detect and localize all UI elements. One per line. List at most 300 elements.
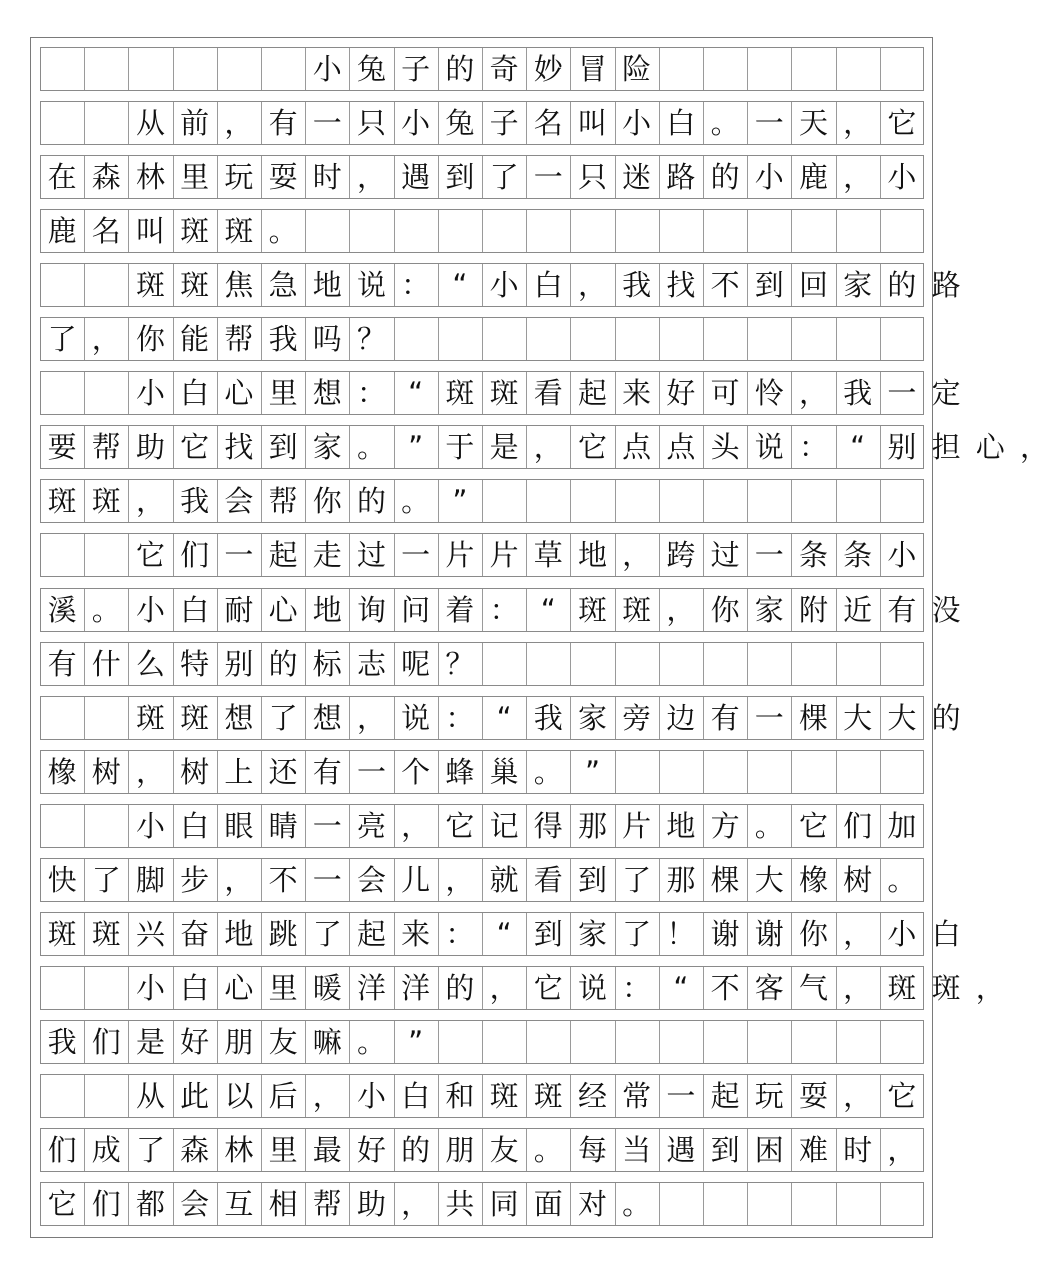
grid-character: 快: [47, 862, 77, 897]
grid-character: 走: [312, 538, 342, 573]
grid-cell: [616, 210, 660, 252]
grid-character: 暖: [312, 970, 342, 1005]
grid-character: ，: [577, 268, 607, 303]
grid-character: 跨: [666, 538, 696, 573]
grid-character: 说: [356, 268, 386, 303]
grid-cell: [85, 48, 129, 90]
grid-character: 来: [401, 916, 431, 951]
grid-character: 叫: [577, 106, 607, 141]
grid-character: ：: [401, 268, 431, 303]
grid-cell: [748, 48, 792, 90]
grid-character: 树: [843, 862, 873, 897]
grid-character: 们: [180, 538, 210, 573]
grid-character: 溪: [47, 592, 77, 627]
grid-character: 只: [577, 160, 607, 195]
grid-cell: [527, 643, 571, 685]
grid-cell: [660, 1021, 704, 1063]
grid-cell: [704, 1021, 748, 1063]
grid-character: ，: [356, 700, 386, 735]
grid-character: 片: [445, 538, 475, 573]
grid-character: 树: [180, 754, 210, 789]
grid-character: ，: [224, 106, 254, 141]
grid-cell: [527, 480, 571, 522]
grid-cell: [41, 48, 85, 90]
grid-cell: [616, 1021, 660, 1063]
grid-character: 森: [91, 160, 121, 195]
grid-character: 一: [754, 106, 784, 141]
grid-cell: [571, 210, 615, 252]
grid-character: 常: [622, 1078, 652, 1113]
grid-character: 路: [666, 160, 696, 195]
grid-character: 小: [135, 592, 165, 627]
grid-cell: [837, 1021, 881, 1063]
grid-character: 妙: [533, 52, 563, 86]
grid-character: 点: [666, 430, 696, 465]
grid-cell: [748, 751, 792, 793]
grid-character: 困: [754, 1133, 784, 1167]
grid-character: 过: [356, 538, 386, 573]
grid-character: 它: [135, 538, 165, 573]
grid-character: 兔: [356, 52, 386, 86]
grid-cell: [439, 1021, 483, 1063]
grid-character: 迷: [622, 160, 652, 195]
grid-character: 在: [47, 160, 77, 195]
grid-character: 斑: [180, 268, 210, 303]
grid-character: 斑: [887, 970, 917, 1005]
grid-cell: [748, 480, 792, 522]
grid-character: 里: [180, 160, 210, 195]
grid-character: 可: [710, 376, 740, 411]
grid-character: ？: [445, 646, 475, 681]
grid-character: 亮: [356, 808, 386, 843]
grid-cell: [41, 264, 85, 306]
grid-character: 。: [356, 1024, 386, 1059]
grid-character: ，: [401, 808, 431, 843]
grid-character: 它: [798, 808, 828, 843]
grid-character: 呢: [401, 646, 431, 681]
grid-cell: [837, 643, 881, 685]
grid-character: ：: [622, 970, 652, 1005]
grid-cell: [439, 318, 483, 360]
grid-character: ，: [135, 754, 165, 789]
grid-character: 有: [268, 106, 298, 141]
grid-character: 志: [356, 646, 386, 681]
grid-character: 到: [754, 268, 784, 303]
grid-cell: [571, 1021, 615, 1063]
grid-character: 想: [312, 376, 342, 411]
grid-character: 你: [710, 592, 740, 627]
grid-character: 焦: [224, 268, 254, 303]
grid-character: 怜: [754, 376, 784, 411]
grid-character: ，: [975, 970, 1005, 1005]
grid-cell: [792, 318, 836, 360]
grid-character: 么: [135, 646, 165, 681]
grid-character: 里: [268, 970, 298, 1005]
grid-character: 白: [931, 916, 961, 951]
grid-character: 谢: [754, 916, 784, 951]
grid-character: 助: [356, 1187, 386, 1222]
grid-character: ，: [887, 1133, 917, 1167]
grid-character: ，: [312, 1078, 342, 1113]
grid-character: 时: [312, 160, 342, 195]
grid-character: 了: [622, 916, 652, 951]
grid-character: 定: [931, 376, 961, 411]
grid-character: 那: [577, 808, 607, 843]
grid-character: 说: [401, 700, 431, 735]
grid-character: 一: [533, 160, 563, 195]
grid-character: ，: [622, 538, 652, 573]
grid-cell: [85, 372, 129, 414]
grid-cell: [792, 1183, 836, 1225]
grid-character: 于: [445, 430, 475, 465]
grid-cell: [41, 805, 85, 847]
grid-character: 是: [489, 430, 519, 465]
grid-character: 一: [312, 106, 342, 141]
grid-character: ，: [666, 592, 696, 627]
grid-character: 耍: [798, 1078, 828, 1113]
grid-character: 斑: [577, 592, 607, 627]
grid-character: 。: [622, 1187, 652, 1222]
grid-character: 我: [180, 484, 210, 519]
grid-character: 它: [533, 970, 563, 1005]
grid-cell: [660, 643, 704, 685]
grid-character: 以: [224, 1078, 254, 1113]
grid-character: 。: [533, 754, 563, 789]
grid-character: 想: [312, 700, 342, 735]
grid-cell: [704, 480, 748, 522]
grid-cell: [837, 210, 881, 252]
grid-character: 跳: [268, 916, 298, 951]
grid-character: 的: [268, 646, 298, 681]
grid-character: 当: [622, 1133, 652, 1167]
grid-character: 和: [445, 1078, 475, 1113]
grid-character: 玩: [224, 160, 254, 195]
grid-cell: [85, 264, 129, 306]
grid-character: 起: [268, 538, 298, 573]
grid-character: 一: [754, 700, 784, 735]
grid-character: 睛: [268, 808, 298, 843]
grid-cell: [792, 210, 836, 252]
grid-character: “: [452, 268, 468, 303]
grid-character: 互: [224, 1187, 254, 1222]
grid-character: 到: [710, 1133, 740, 1167]
grid-character: 上: [224, 754, 254, 789]
grid-character: 起: [710, 1078, 740, 1113]
grid-character: 边: [666, 700, 696, 735]
grid-character: 一: [224, 538, 254, 573]
grid-character: 客: [754, 970, 784, 1005]
grid-character: 后: [268, 1078, 298, 1113]
grid-character: ，: [489, 970, 519, 1005]
grid-cell: [792, 1021, 836, 1063]
grid-character: 我: [533, 700, 563, 735]
grid-character: 对: [577, 1187, 607, 1222]
grid-cell: [483, 480, 527, 522]
grid-character: 看: [533, 376, 563, 411]
grid-character: 方: [710, 808, 740, 843]
grid-character: 们: [91, 1024, 121, 1059]
grid-character: 一: [666, 1078, 696, 1113]
grid-character: 一: [401, 538, 431, 573]
grid-character: “: [540, 592, 556, 627]
grid-character: 个: [401, 754, 431, 789]
grid-character: 白: [401, 1078, 431, 1113]
grid-character: 斑: [47, 916, 77, 951]
grid-character: 脚: [135, 862, 165, 897]
grid-character: 我: [47, 1024, 77, 1059]
grid-character: 不: [268, 862, 298, 897]
grid-character: 气: [798, 970, 828, 1005]
grid-character: 橡: [47, 754, 77, 789]
grid-character: ：: [798, 430, 828, 465]
grid-character: 帮: [91, 430, 121, 465]
grid-character: 我: [622, 268, 652, 303]
grid-character: 询: [356, 592, 386, 627]
grid-character: 我: [268, 322, 298, 357]
grid-character: 一: [754, 538, 784, 573]
grid-cell: [41, 967, 85, 1009]
grid-character: 的: [401, 1133, 431, 1167]
grid-character: 小: [754, 160, 784, 195]
grid-character: 斑: [47, 484, 77, 519]
grid-character: 小: [489, 268, 519, 303]
grid-cell: [85, 1075, 129, 1117]
grid-character: 时: [843, 1133, 873, 1167]
grid-character: 的: [356, 484, 386, 519]
grid-character: 我: [843, 376, 873, 411]
grid-character: 近: [843, 592, 873, 627]
grid-character: 条: [798, 538, 828, 573]
grid-character: ，: [224, 862, 254, 897]
grid-character: 洋: [401, 970, 431, 1005]
grid-character: 只: [356, 106, 386, 141]
grid-character: 有: [312, 754, 342, 789]
grid-character: 起: [577, 376, 607, 411]
grid-character: 说: [754, 430, 784, 465]
grid-character: “: [496, 700, 512, 735]
grid-character: 帮: [268, 484, 298, 519]
grid-character: 。: [754, 808, 784, 843]
grid-character: 树: [91, 754, 121, 789]
grid-character: 片: [622, 808, 652, 843]
grid-character: 奇: [489, 52, 519, 86]
grid-character: 奋: [180, 916, 210, 951]
grid-character: 的: [445, 52, 475, 86]
grid-character: “: [408, 376, 424, 411]
grid-character: 到: [445, 160, 475, 195]
grid-character: 名: [91, 214, 121, 249]
grid-character: 里: [268, 376, 298, 411]
grid-character: ”: [408, 1024, 424, 1059]
grid-character: 斑: [135, 700, 165, 735]
grid-character: 地: [577, 538, 607, 573]
grid-character: 它: [445, 808, 475, 843]
grid-cell: [837, 48, 881, 90]
grid-character: 斑: [180, 700, 210, 735]
grid-character: ，: [356, 160, 386, 195]
grid-character: 成: [91, 1133, 121, 1167]
grid-character: 会: [356, 862, 386, 897]
grid-character: 从: [135, 106, 165, 141]
grid-character: 过: [710, 538, 740, 573]
grid-character: 助: [135, 430, 165, 465]
grid-character: 心: [268, 592, 298, 627]
grid-character: 耍: [268, 160, 298, 195]
grid-character: 嘛: [312, 1024, 342, 1059]
grid-character: 的: [445, 970, 475, 1005]
grid-character: 记: [489, 808, 519, 843]
grid-character: 子: [489, 106, 519, 141]
grid-cell: [41, 534, 85, 576]
grid-cell: [85, 967, 129, 1009]
grid-character: ”: [584, 754, 600, 789]
grid-character: ”: [452, 484, 468, 519]
grid-character: 得: [533, 808, 563, 843]
grid-character: 家: [843, 268, 873, 303]
grid-character: 同: [489, 1187, 519, 1222]
grid-character: 心: [224, 376, 254, 411]
grid-character: 地: [312, 592, 342, 627]
grid-character: ：: [445, 700, 475, 735]
grid-character: 急: [268, 268, 298, 303]
grid-character: 你: [798, 916, 828, 951]
grid-cell: [660, 480, 704, 522]
grid-character: 看: [533, 862, 563, 897]
grid-character: 起: [356, 916, 386, 951]
grid-character: 你: [135, 322, 165, 357]
grid-character: 。: [887, 862, 917, 897]
grid-cell: [616, 643, 660, 685]
grid-character: 它: [180, 430, 210, 465]
grid-cell: [85, 805, 129, 847]
grid-character: 洋: [356, 970, 386, 1005]
grid-character: 兔: [445, 106, 475, 141]
grid-character: 林: [135, 160, 165, 195]
grid-character: 帮: [224, 322, 254, 357]
grid-character: 了: [622, 862, 652, 897]
grid-character: ，: [445, 862, 475, 897]
grid-character: 好: [180, 1024, 210, 1059]
grid-character: 什: [91, 646, 121, 681]
grid-character: 友: [489, 1133, 519, 1167]
grid-character: 面: [533, 1187, 563, 1222]
grid-character: 。: [533, 1133, 563, 1167]
grid-character: 小: [887, 916, 917, 951]
grid-character: 经: [577, 1078, 607, 1113]
grid-character: 相: [268, 1187, 298, 1222]
grid-character: 白: [180, 808, 210, 843]
grid-character: 小: [356, 1078, 386, 1113]
grid-character: 找: [224, 430, 254, 465]
grid-cell: [704, 1183, 748, 1225]
grid-character: “: [850, 430, 866, 465]
grid-character: 们: [843, 808, 873, 843]
grid-character: 白: [666, 106, 696, 141]
grid-character: 担: [931, 430, 961, 465]
grid-cell: [660, 48, 704, 90]
grid-character: 会: [180, 1187, 210, 1222]
grid-character: 地: [312, 268, 342, 303]
grid-character: 问: [401, 592, 431, 627]
grid-character: 了: [268, 700, 298, 735]
grid-character: 条: [843, 538, 873, 573]
grid-character: 眼: [224, 808, 254, 843]
grid-character: 小: [135, 808, 165, 843]
grid-character: 小: [135, 970, 165, 1005]
grid-character: 大: [754, 862, 784, 897]
grid-cell: [748, 210, 792, 252]
grid-cell: [350, 210, 394, 252]
grid-character: 里: [268, 1133, 298, 1167]
grid-character: 加: [887, 808, 917, 843]
grid-character: 家: [754, 592, 784, 627]
grid-character: 不: [710, 268, 740, 303]
grid-character: 斑: [931, 970, 961, 1005]
grid-character: 斑: [489, 1078, 519, 1113]
grid-character: 着: [445, 592, 475, 627]
grid-character: 心: [224, 970, 254, 1005]
grid-character: 别: [224, 646, 254, 681]
grid-character: 地: [666, 808, 696, 843]
grid-character: 都: [135, 1187, 165, 1222]
grid-character: 片: [489, 538, 519, 573]
grid-character: 朋: [445, 1133, 475, 1167]
grid-character: ？: [356, 322, 386, 357]
grid-character: 了: [489, 160, 519, 195]
grid-character: 回: [798, 268, 828, 303]
grid-character: 地: [224, 916, 254, 951]
grid-character: 家: [577, 916, 607, 951]
grid-character: 它: [887, 106, 917, 141]
grid-character: 林: [224, 1133, 254, 1167]
grid-character: 想: [224, 700, 254, 735]
grid-character: 小: [622, 106, 652, 141]
grid-character: 斑: [445, 376, 475, 411]
grid-character: 的: [931, 700, 961, 735]
grid-character: 斑: [533, 1078, 563, 1113]
grid-cell: [616, 318, 660, 360]
grid-character: 它: [47, 1187, 77, 1222]
grid-character: ，: [533, 430, 563, 465]
grid-character: ，: [91, 322, 121, 357]
grid-character: 那: [666, 862, 696, 897]
grid-character: 斑: [489, 376, 519, 411]
grid-character: 的: [887, 268, 917, 303]
grid-character: ，: [843, 916, 873, 951]
grid-character: 友: [268, 1024, 298, 1059]
grid-character: 白: [533, 268, 563, 303]
grid-character: 共: [445, 1187, 475, 1222]
grid-character: 的: [710, 160, 740, 195]
grid-character: 步: [180, 862, 210, 897]
grid-character: 儿: [401, 862, 431, 897]
grid-character: 你: [312, 484, 342, 519]
grid-character: 难: [798, 1133, 828, 1167]
grid-character: ，: [401, 1187, 431, 1222]
grid-character: 就: [489, 862, 519, 897]
grid-cell: [41, 1075, 85, 1117]
grid-cell: [85, 534, 129, 576]
grid-character: 天: [798, 106, 828, 141]
grid-character: 不: [710, 970, 740, 1005]
grid-character: 了: [47, 322, 77, 357]
grid-character: 一: [312, 862, 342, 897]
grid-character: 有: [47, 646, 77, 681]
grid-character: 要: [47, 430, 77, 465]
grid-character: 斑: [91, 484, 121, 519]
grid-character: 好: [356, 1133, 386, 1167]
grid-cell: [439, 210, 483, 252]
